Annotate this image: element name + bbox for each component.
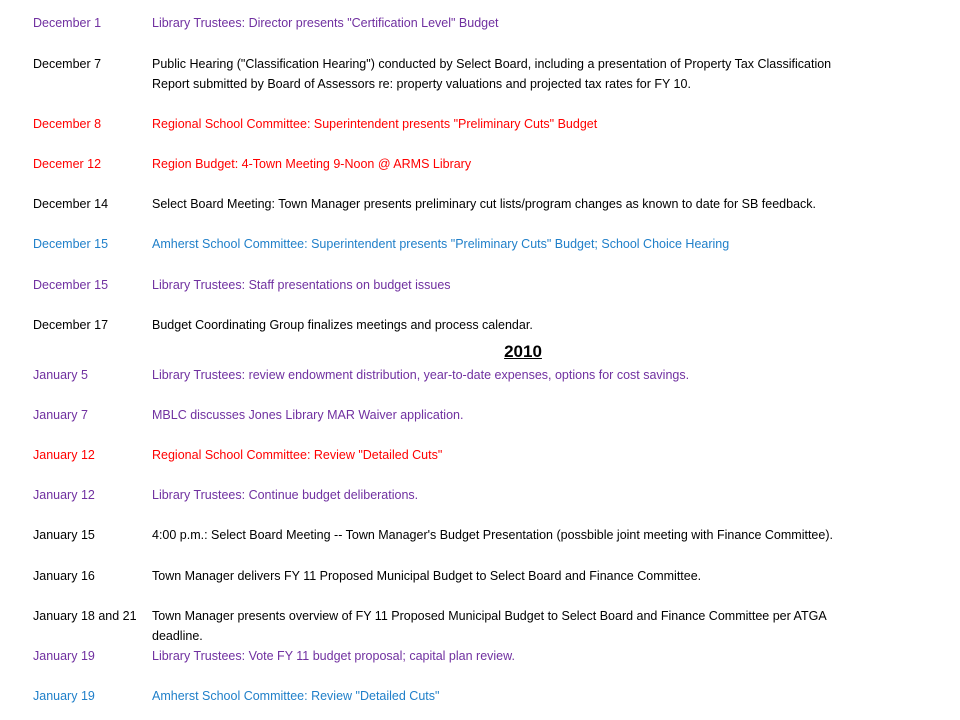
event-description: Public Hearing ("Classification Hearing") conducted by Select Board, including a presentation of Property Tax Classification Report submitted by Board of Assessors re: property valuations and projected tax rates for FY 10. (152, 57, 832, 91)
event-date: January 12 (33, 488, 95, 502)
event-description: Amherst School Committee: Review "Detailed Cuts" (152, 689, 440, 703)
event-date: January 19 (33, 649, 95, 663)
event-date: January 18 and 21 (33, 609, 137, 623)
event-description: Library Trustees: Director presents "Certification Level" Budget (152, 16, 499, 30)
event-description: Budget Coordinating Group finalizes meetings and process calendar. (152, 318, 533, 332)
event-description: Library Trustees: Continue budget deliberations. (152, 488, 419, 502)
event-date: Decemer 12 (33, 157, 102, 171)
year-heading: 2010 (504, 342, 542, 361)
event-description: Select Board Meeting: Town Manager presents preliminary cut lists/program changes as known to date for SB feedback. (152, 197, 817, 211)
event-date: January 5 (33, 368, 88, 382)
event-description: Library Trustees: review endowment distribution, year-to-date expenses, options for cost savings. (152, 368, 690, 382)
event-description: Region Budget: 4-Town Meeting 9-Noon @ ARMS Library (152, 157, 472, 171)
event-description: Town Manager presents overview of FY 11 Proposed Municipal Budget to Select Board and Finance Committee per ATGA deadline. (152, 609, 826, 643)
event-date: January 16 (33, 569, 95, 583)
event-date: January 19 (33, 689, 95, 703)
event-date: December 15 (33, 237, 109, 251)
event-description: Town Manager delivers FY 11 Proposed Municipal Budget to Select Board and Finance Committee. (152, 569, 702, 583)
event-date: December 15 (33, 278, 109, 292)
event-date: January 12 (33, 448, 95, 462)
event-description: MBLC discusses Jones Library MAR Waiver application. (152, 408, 464, 422)
event-date: December 17 (33, 318, 109, 332)
event-description: Library Trustees: Staff presentations on budget issues (152, 278, 451, 292)
event-date: December 1 (33, 16, 102, 30)
event-date: December 7 (33, 57, 102, 71)
event-date: January 7 (33, 408, 88, 422)
event-description: 4:00 p.m.: Select Board Meeting -- Town Manager's Budget Presentation (possbible joint meeting with Finance Committee). (152, 528, 833, 542)
event-description: Library Trustees: Vote FY 11 budget proposal; capital plan review. (152, 649, 515, 663)
event-date: January 15 (33, 528, 95, 542)
event-description: Regional School Committee: Superintendent presents "Preliminary Cuts" Budget (152, 117, 598, 131)
event-date: December 14 (33, 197, 109, 211)
event-date: December 8 (33, 117, 102, 131)
event-description: Regional School Committee: Review "Detailed Cuts" (152, 448, 443, 462)
event-description: Amherst School Committee: Superintendent presents "Preliminary Cuts" Budget; School Choice Hearing (152, 237, 730, 251)
